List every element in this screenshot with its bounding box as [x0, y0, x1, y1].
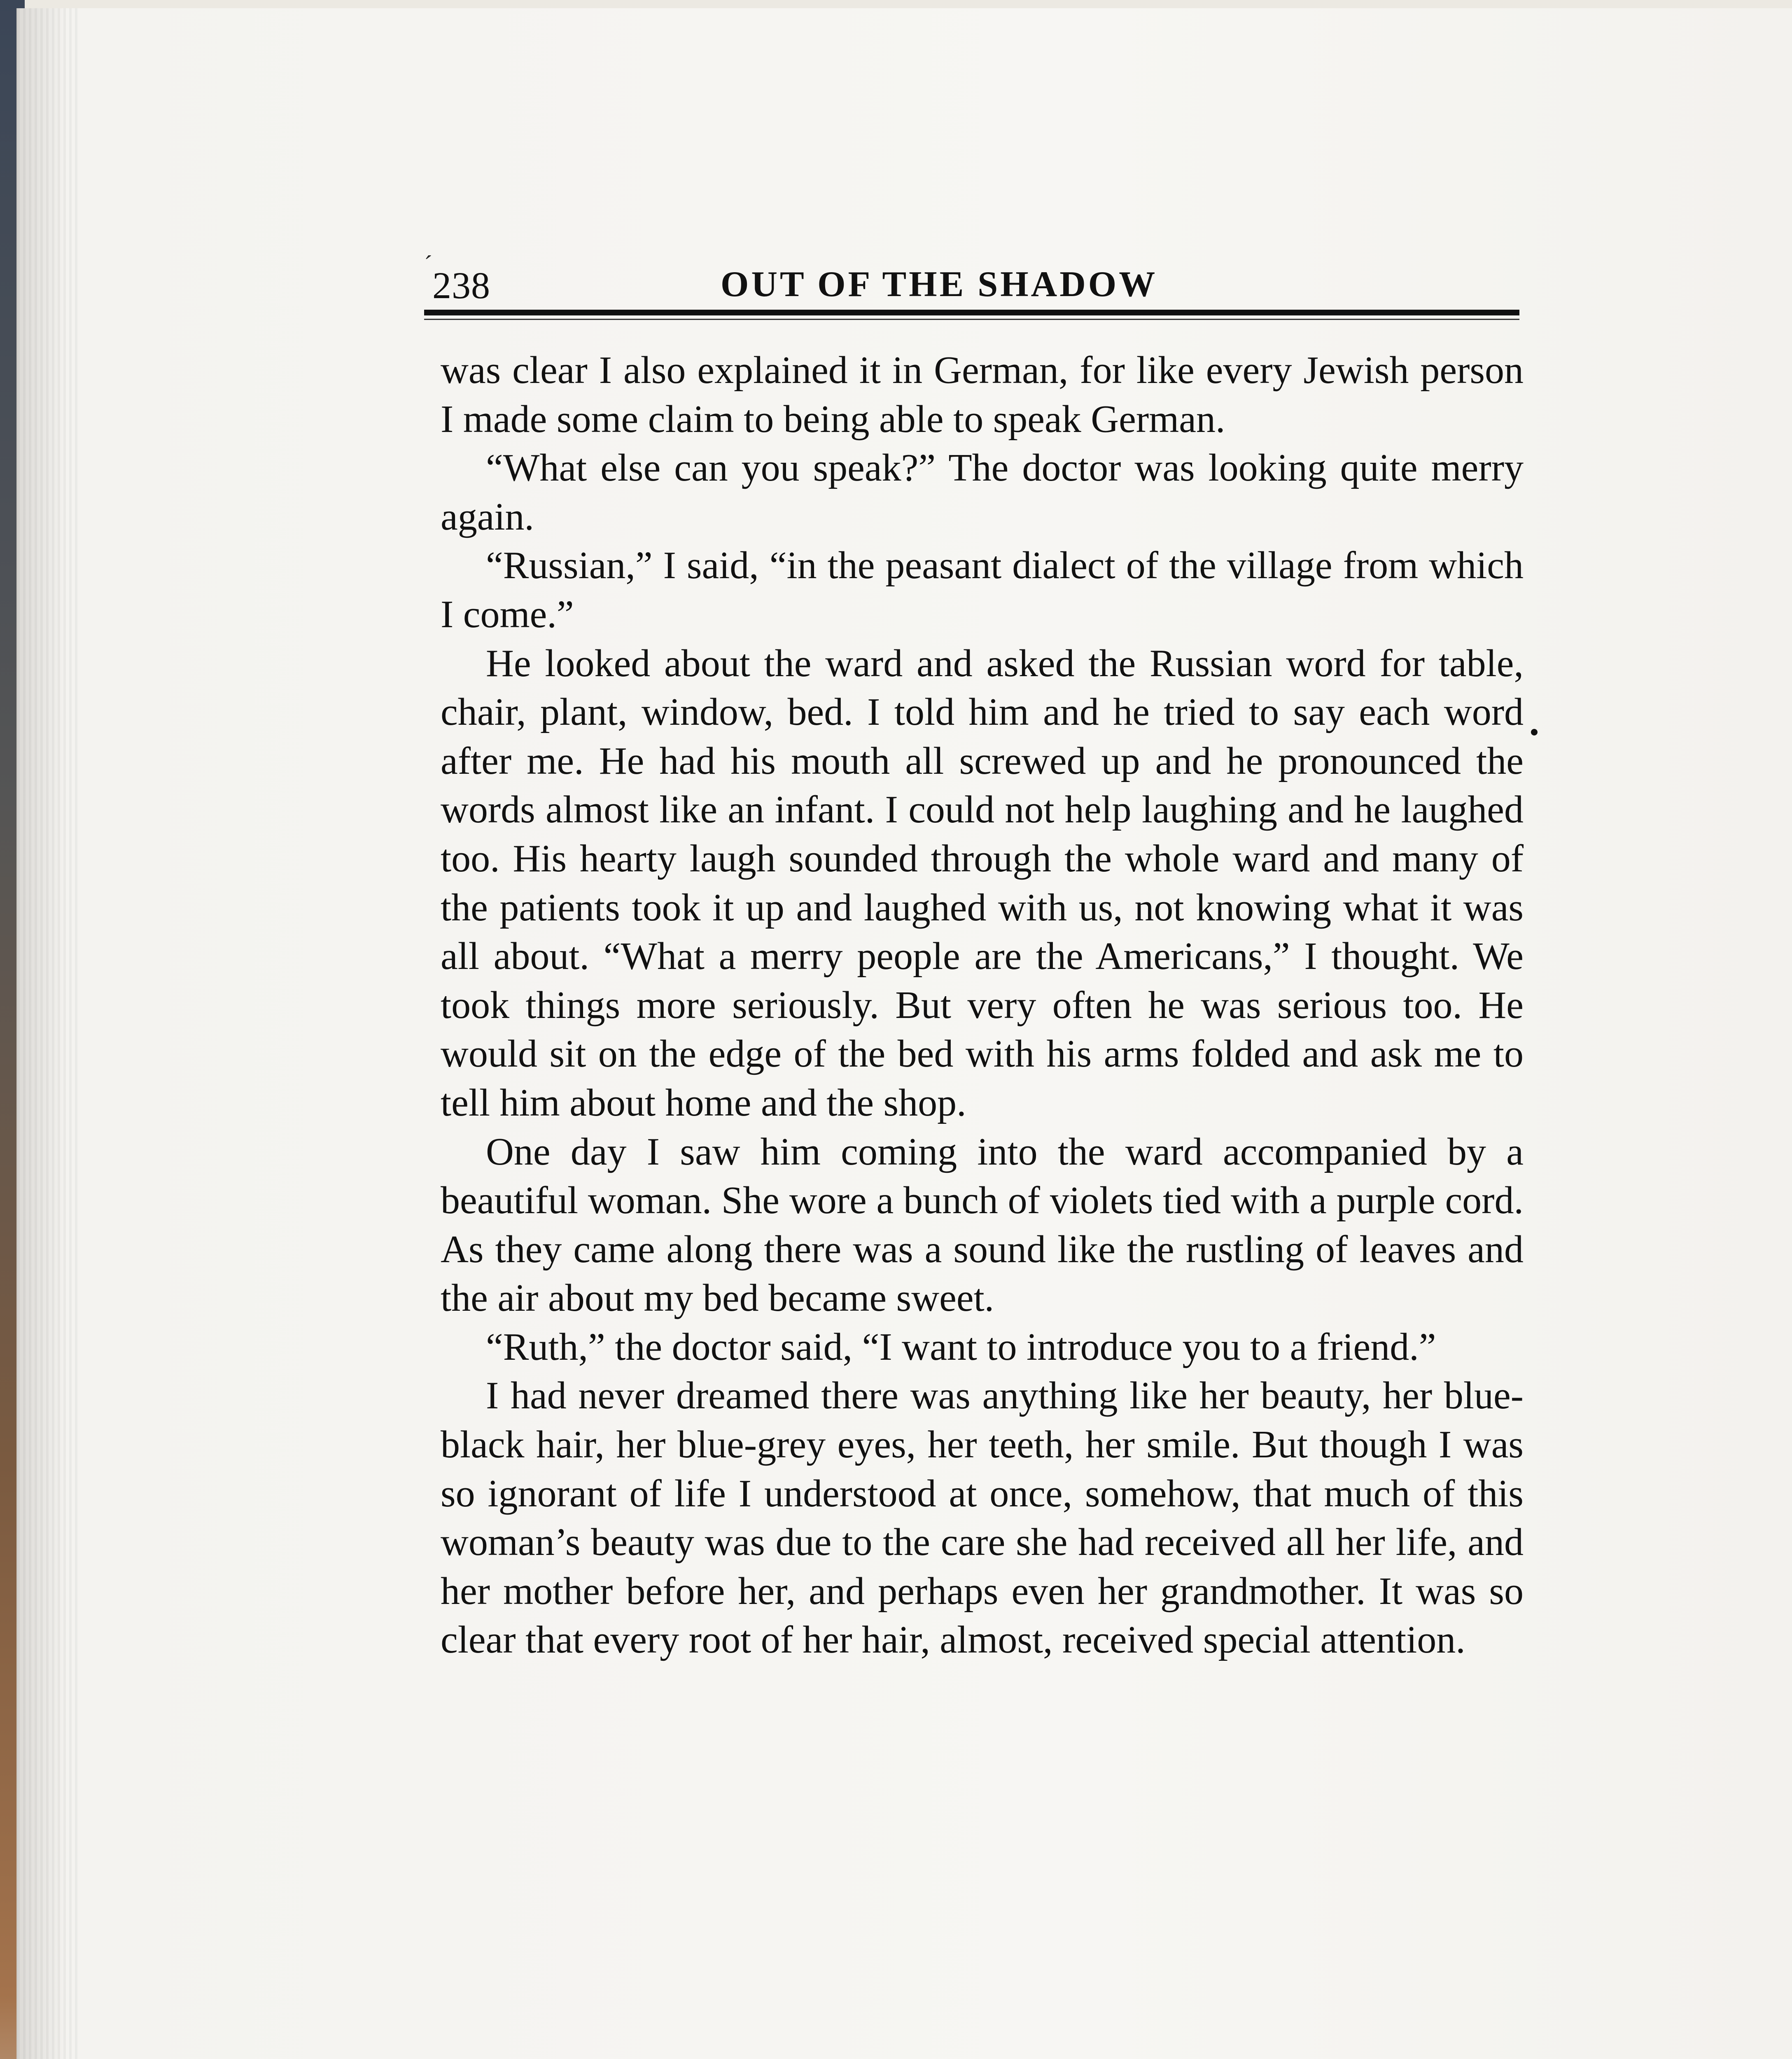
- paragraph: One day I saw him coming into the ward accompanied by a beautiful woman. She wore a bunch of violets tied with a purple cord. As they came along there was a sound like the rustling of leaves and the air about my bed became sweet.: [441, 1130, 1524, 1320]
- paragraph: “Ruth,” the doctor said, “I want to introduce you to a friend.”: [486, 1325, 1436, 1368]
- paragraph: He looked about the ward and asked the Russian word for table, chair, plant, window, bed. I told him and he tried to say each word after me. He had his mouth all screwed up and he pronounced the words almost like an infant. I could not help laughing and he laughed too. His hearty laugh sounded through the whole ward and many of the patients took it up and laughed with us, not knowing what it was all about. “What a merry people are the Americans,” I thought. We took things more seriously. But very often he was serious too. He would sit on the edge of the bed with his arms folded and ask me to tell him about home and the shop.: [441, 642, 1524, 1124]
- paragraph: I had never dreamed there was anything like her beauty, her blue-black hair, her blue-grey eyes, her teeth, her smile. But though I was so ignorant of life I understood at once, somehow, that much of this woman’s beauty was due to the care she had received all her life, and her mother before her, and perhaps even her grandmother. It was so clear that every root of her hair, almost, received special attention.: [441, 1374, 1524, 1662]
- page-edges: [17, 8, 79, 2059]
- header-rule-thin: [424, 319, 1519, 320]
- running-head: OUT OF THE SHADOW: [721, 264, 1158, 304]
- page-header: [424, 251, 1519, 316]
- paragraph: “What else can you speak?” The doctor was looking quite merry again.: [441, 446, 1524, 538]
- body-text: [441, 346, 1524, 1664]
- ink-speck: [1531, 729, 1538, 735]
- header-rule: [424, 310, 1519, 315]
- page-number: 238: [432, 264, 490, 306]
- paragraph: was clear I also explained it in German, for like every Jewish person I made some claim to being able to speak German.: [441, 349, 1524, 441]
- pencil-mark: ´: [424, 251, 432, 278]
- paragraph: “Russian,” I said, “in the peasant dialect of the village from which I come.”: [441, 544, 1524, 636]
